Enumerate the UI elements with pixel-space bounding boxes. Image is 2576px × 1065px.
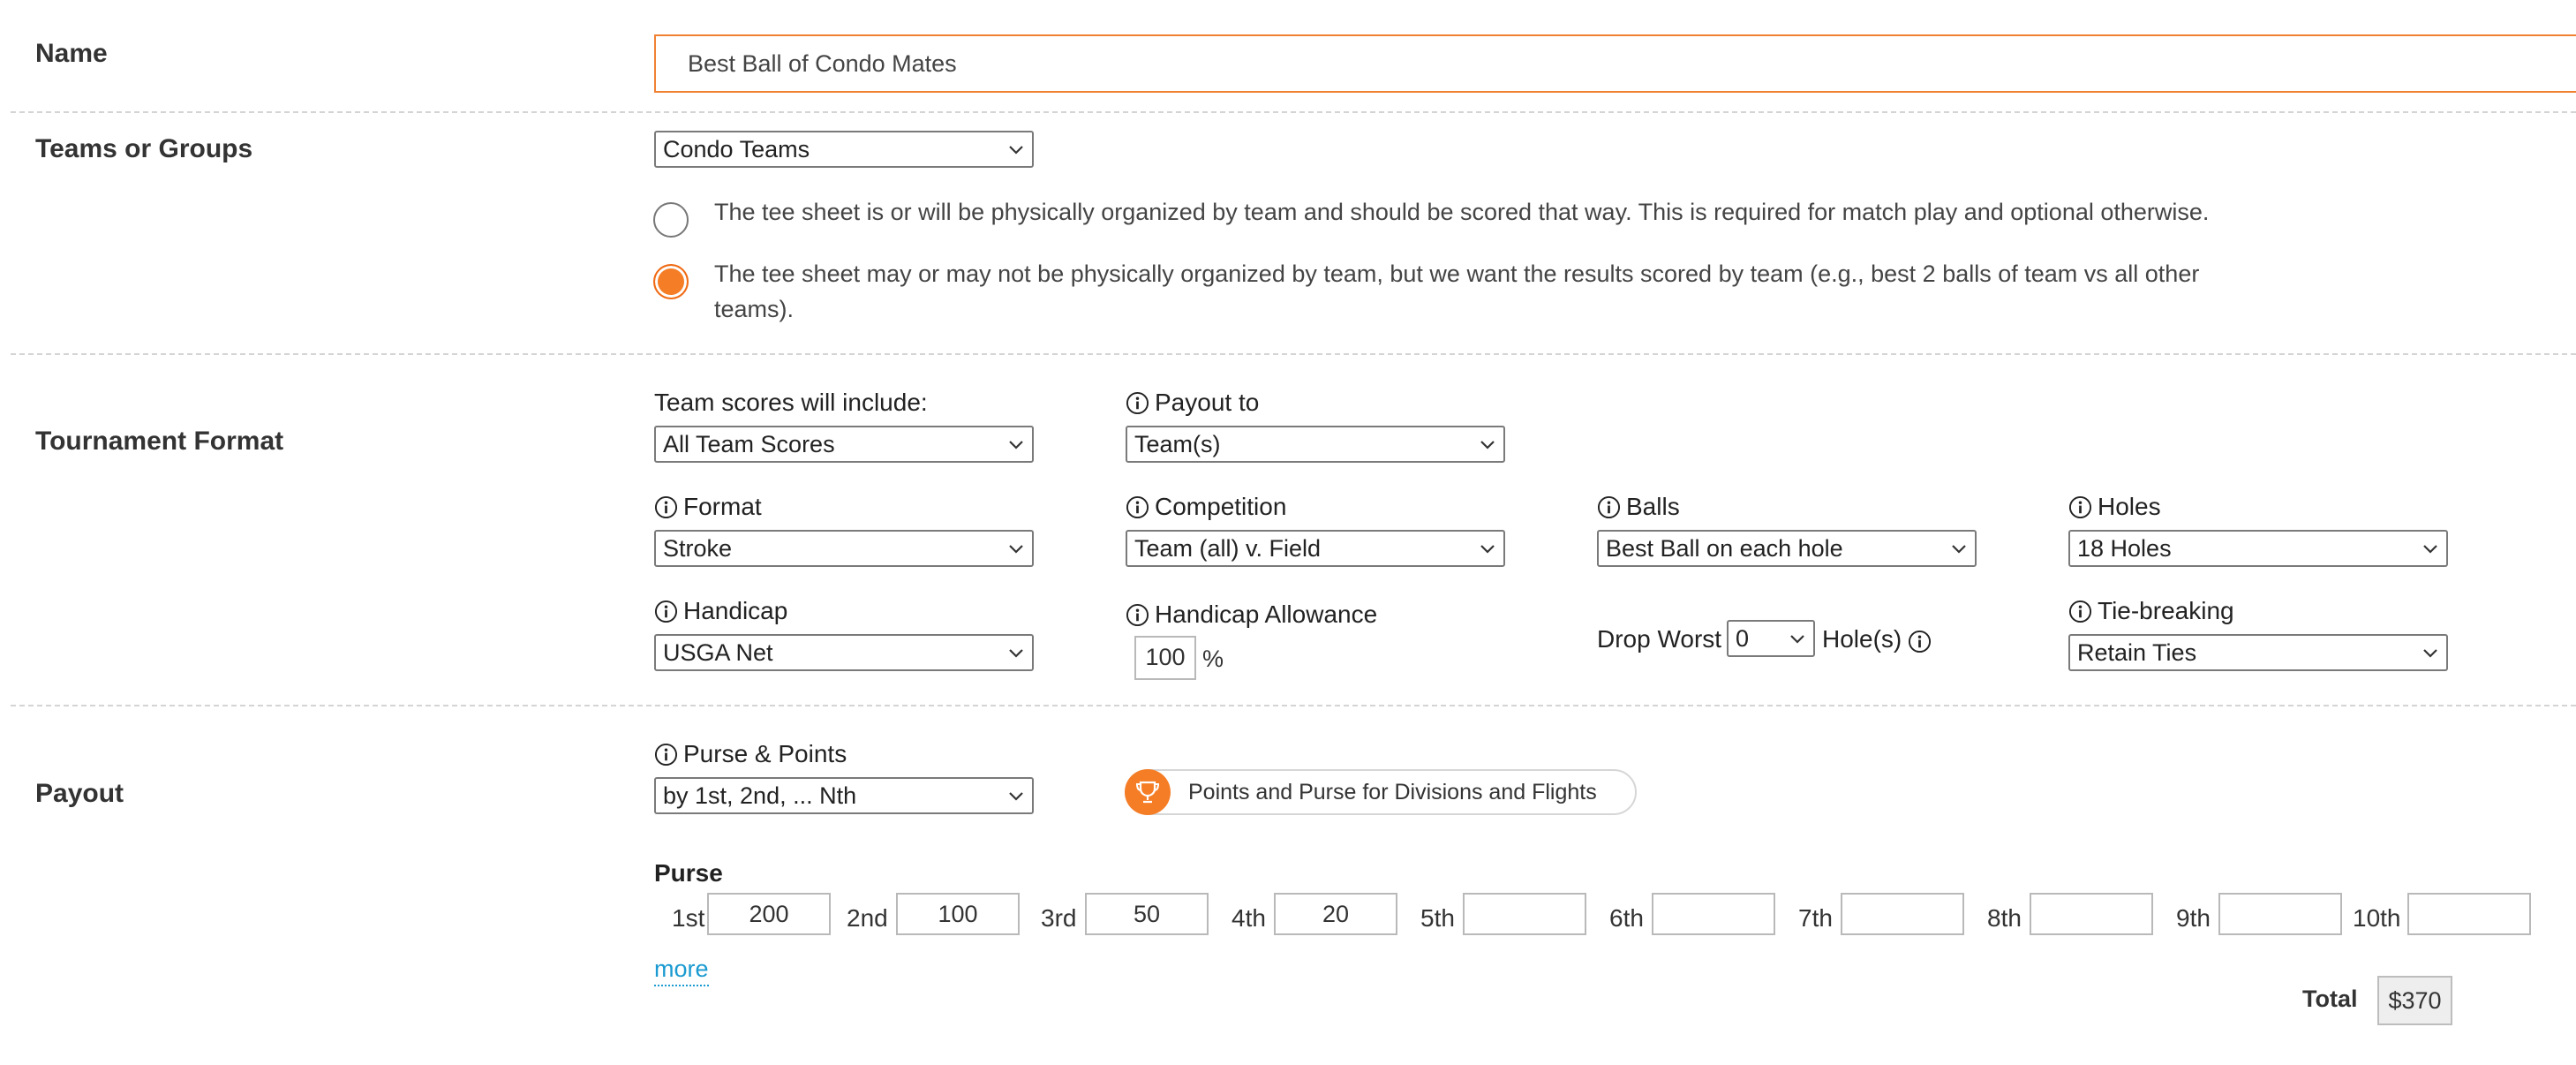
info-icon[interactable] xyxy=(1126,495,1149,519)
holes-label: Holes xyxy=(2068,493,2161,521)
place-label: 10th xyxy=(2353,904,2401,932)
holes-value: 18 Holes xyxy=(2077,535,2172,562)
teams-section-label: Teams or Groups xyxy=(35,134,253,163)
drop-worst-value: 0 xyxy=(1736,625,1750,652)
chevron-down-icon xyxy=(2420,538,2441,559)
radio-scored-by-team[interactable] xyxy=(653,264,689,299)
info-icon[interactable] xyxy=(1126,603,1149,627)
teams-select[interactable] xyxy=(654,131,1034,168)
info-icon[interactable] xyxy=(1126,391,1149,415)
purse-points-label: Purse & Points xyxy=(654,740,847,768)
balls-label: Balls xyxy=(1597,493,1680,521)
place-label: 7th xyxy=(1798,904,1833,932)
trophy-icon xyxy=(1125,769,1171,815)
format-section-label: Tournament Format xyxy=(35,427,284,456)
handicap-allowance-input[interactable]: 100 xyxy=(1134,636,1196,680)
chevron-down-icon xyxy=(1006,785,1027,806)
teams-select-value: Condo Teams xyxy=(663,136,810,162)
drop-worst-select[interactable] xyxy=(1727,620,1815,657)
radio-scored-by-team-label-line2: teams). xyxy=(714,296,795,322)
more-link[interactable]: more xyxy=(654,955,709,986)
payout-to-label: Payout to xyxy=(1126,389,1259,417)
divisions-flights-button[interactable] xyxy=(1125,769,1637,815)
chevron-down-icon xyxy=(1477,434,1498,455)
info-icon[interactable] xyxy=(654,495,678,519)
competition-select[interactable] xyxy=(1126,530,1505,567)
chevron-down-icon xyxy=(1787,628,1808,649)
purse-input-1st[interactable]: 200 xyxy=(707,893,831,935)
place-label: 2nd xyxy=(847,904,888,932)
drop-worst-label: Drop Worst xyxy=(1597,625,1722,653)
name-section-label: Name xyxy=(35,39,108,68)
format-value: Stroke xyxy=(663,535,733,562)
divider xyxy=(11,353,2576,355)
info-icon[interactable] xyxy=(1908,630,1932,653)
divider xyxy=(11,705,2576,706)
place-label: 8th xyxy=(1987,904,2022,932)
handicap-select[interactable] xyxy=(654,634,1034,671)
purse-points-value: by 1st, 2nd, ... Nth xyxy=(663,782,857,809)
place-label: 6th xyxy=(1609,904,1644,932)
handicap-label: Handicap xyxy=(654,597,787,625)
chevron-down-icon xyxy=(1006,642,1027,663)
info-icon[interactable] xyxy=(654,600,678,623)
purse-input-5th[interactable] xyxy=(1463,893,1586,935)
format-label: Format xyxy=(654,493,762,521)
chevron-down-icon xyxy=(1006,139,1027,160)
purse-input-9th[interactable] xyxy=(2218,893,2342,935)
payout-to-select[interactable] xyxy=(1126,426,1505,463)
percent-sign: % xyxy=(1202,646,1224,672)
info-icon[interactable] xyxy=(654,743,678,767)
purse-input-7th[interactable] xyxy=(1841,893,1964,935)
holes-suffix-label: Hole(s) xyxy=(1822,625,1902,653)
divider xyxy=(11,111,2576,113)
competition-label: Competition xyxy=(1126,493,1286,521)
payout-to-value: Team(s) xyxy=(1134,431,1221,457)
chevron-down-icon xyxy=(1948,538,1970,559)
chevron-down-icon xyxy=(1006,538,1027,559)
purse-points-select[interactable] xyxy=(654,777,1034,814)
handicap-value: USGA Net xyxy=(663,639,773,666)
place-label: 5th xyxy=(1420,904,1455,932)
purse-input-6th[interactable] xyxy=(1652,893,1775,935)
place-label: 3rd xyxy=(1041,904,1077,932)
total-value: $370 xyxy=(2377,976,2452,1025)
place-label: 4th xyxy=(1232,904,1266,932)
total-label: Total xyxy=(2302,986,2358,1012)
purse-input-3rd[interactable]: 50 xyxy=(1085,893,1209,935)
purse-input-4th[interactable]: 20 xyxy=(1274,893,1397,935)
radio-scored-by-team-label-line1: The tee sheet may or may not be physically organized by team, but we want the results scored by team (e.g., best 2 balls of team vs all other xyxy=(714,261,2200,287)
tiebreak-value: Retain Ties xyxy=(2077,639,2197,666)
radio-organized-by-team[interactable] xyxy=(653,202,689,238)
purse-heading: Purse xyxy=(654,859,723,887)
team-scores-select[interactable] xyxy=(654,426,1034,463)
team-scores-label: Team scores will include: xyxy=(654,389,928,416)
holes-select[interactable] xyxy=(2068,530,2448,567)
team-scores-value: All Team Scores xyxy=(663,431,835,457)
tiebreak-label: Tie-breaking xyxy=(2068,597,2234,625)
chevron-down-icon xyxy=(1006,434,1027,455)
tournament-name-input[interactable] xyxy=(654,34,2576,93)
info-icon[interactable] xyxy=(2068,495,2092,519)
chevron-down-icon xyxy=(2420,642,2441,663)
purse-input-2nd[interactable]: 100 xyxy=(896,893,1020,935)
purse-input-10th[interactable] xyxy=(2407,893,2531,935)
payout-section-label: Payout xyxy=(35,779,124,808)
info-icon[interactable] xyxy=(1597,495,1621,519)
balls-select[interactable] xyxy=(1597,530,1977,567)
format-select[interactable] xyxy=(654,530,1034,567)
radio-organized-by-team-label: The tee sheet is or will be physically organized by team and should be scored that way. This is required for match play and optional otherwise. xyxy=(714,199,2210,225)
place-label: 9th xyxy=(2176,904,2211,932)
competition-value: Team (all) v. Field xyxy=(1134,535,1322,562)
divisions-flights-label: Points and Purse for Divisions and Flights xyxy=(1188,780,1597,804)
place-label: 1st xyxy=(672,904,705,932)
tiebreak-select[interactable] xyxy=(2068,634,2448,671)
info-icon[interactable] xyxy=(2068,600,2092,623)
purse-input-8th[interactable] xyxy=(2030,893,2153,935)
chevron-down-icon xyxy=(1477,538,1498,559)
handicap-allowance-label: Handicap Allowance xyxy=(1126,600,1377,629)
balls-value: Best Ball on each hole xyxy=(1606,535,1843,562)
